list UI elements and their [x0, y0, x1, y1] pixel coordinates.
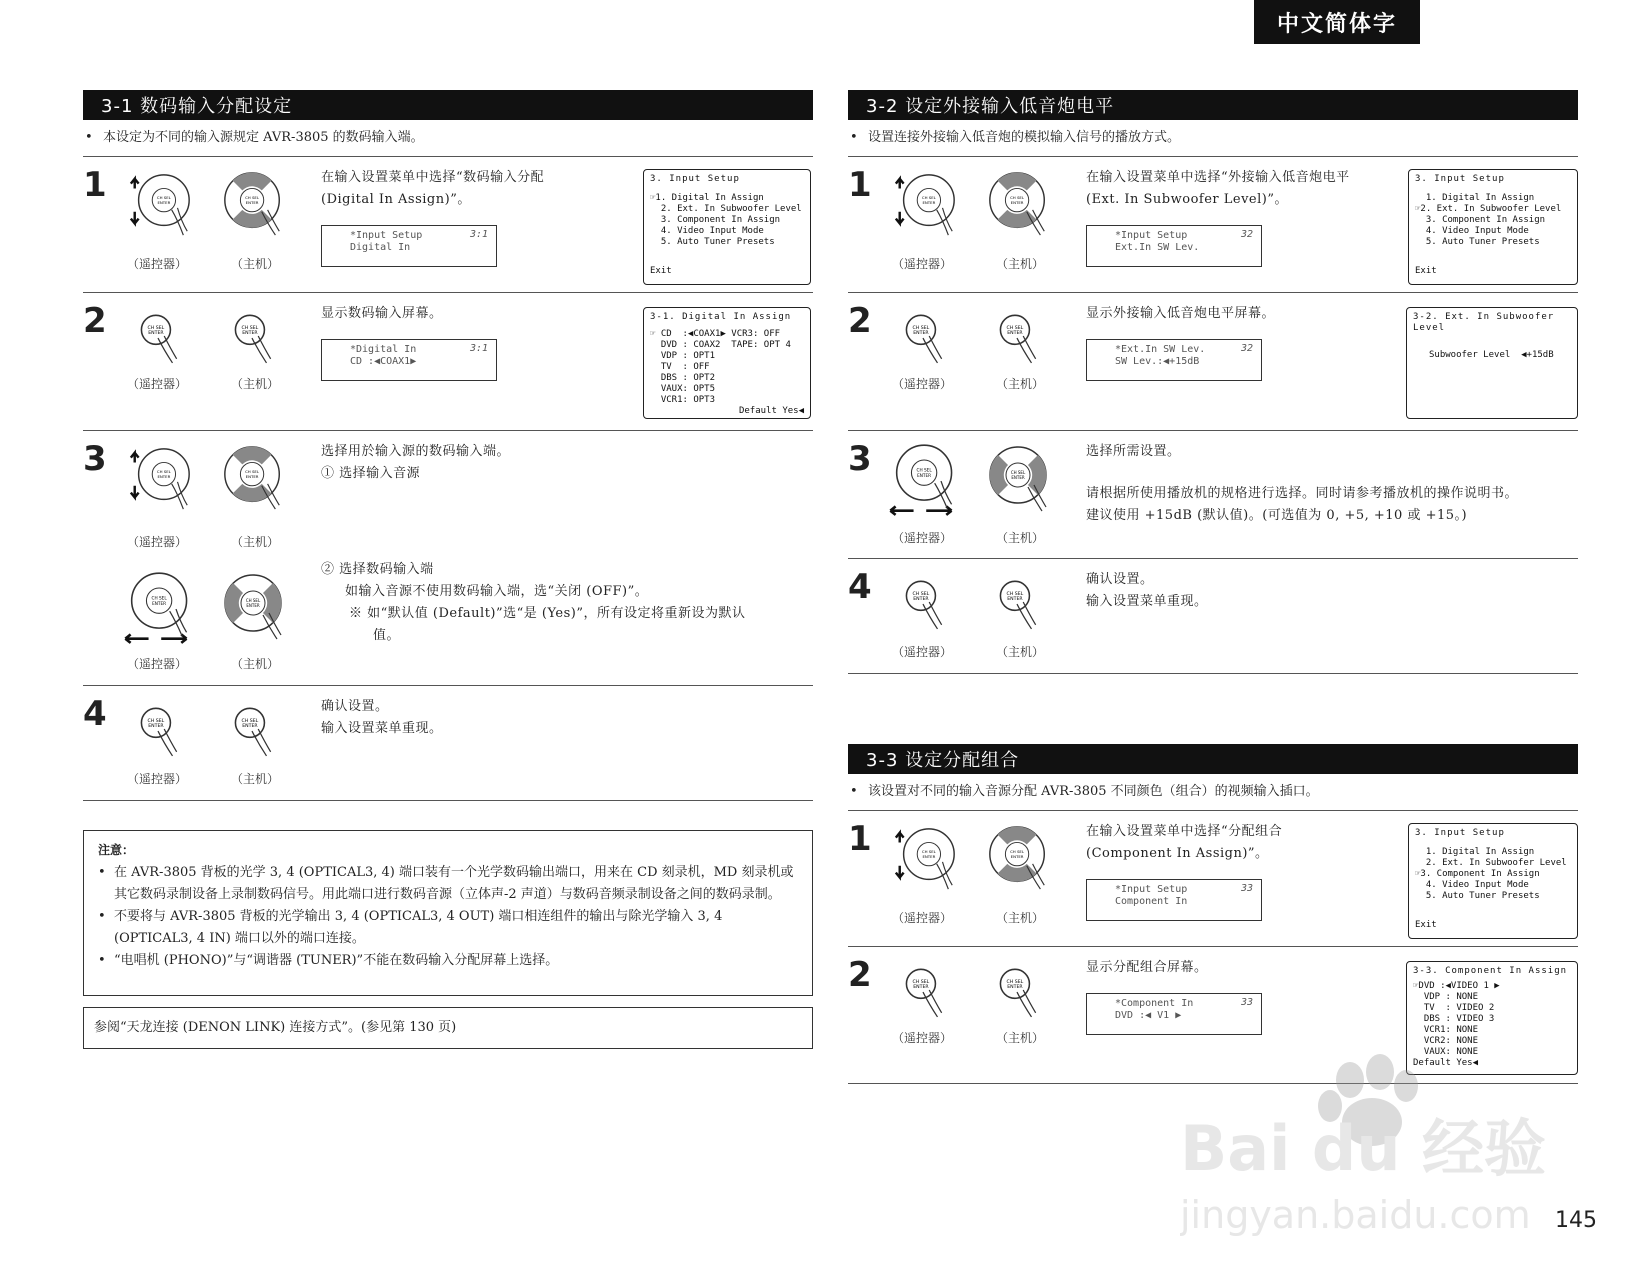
remote-caption: （遥控器） — [892, 377, 953, 391]
step-number: 3 — [83, 439, 107, 479]
main-caption: （主机） — [231, 657, 280, 671]
section-intro: • 本设定为不同的输入源规定 AVR-3805 的数码输入端。 — [83, 128, 813, 148]
step-number: 2 — [848, 301, 872, 341]
remote-leftright-icon — [119, 569, 195, 645]
page-number: 145 — [1555, 1208, 1597, 1233]
remote-enter-icon — [894, 307, 952, 365]
main-unit-leftright-icon — [219, 571, 291, 643]
remote-enter-icon — [129, 307, 187, 365]
main-caption: （主机） — [996, 645, 1045, 659]
main-caption: （主机） — [996, 377, 1045, 391]
osd-input-setup: 3. Input Setup ☞1. Digital In Assign 2. Ext. In Subwoofer Level 3. Component In Assign 4. Video Input Mode 5. Auto Tuner Presets Exit — [643, 169, 811, 285]
front-display: 33 *Component In DVD :◀ V1 ▶ — [1086, 993, 1262, 1035]
step-1 — [83, 156, 813, 292]
step-number: 4 — [83, 694, 107, 734]
main-unit-leftright-icon — [984, 443, 1056, 515]
step-text: 在输入设置菜单中选择“数码输入分配 (Digital In Assign)”。 — [321, 170, 545, 207]
remote-enter-icon — [894, 573, 952, 631]
section-intro: • 设置连接外接输入低音炮的模拟输入信号的播放方式。 — [848, 128, 1578, 148]
main-enter-icon — [988, 573, 1046, 631]
main-caption: （主机） — [996, 531, 1045, 545]
step-text: 显示外接输入低音炮电平屏幕。 — [1086, 306, 1276, 321]
remote-updown-icon — [125, 169, 195, 239]
section-title: 3-3 设定分配组合 — [848, 744, 1578, 774]
caution-item: • 在 AVR-3805 背板的光学 3, 4 (OPTICAL3, 4) 端口装有一个光学数码输出端口，用来在 CD 刻录机，MD 刻录机或其它数码录制设备上录制数码信号。用此端口进行数码音源（立体声-2 声道）与数码音频录制设备之间的数码录制。 — [98, 862, 798, 906]
remote-caption: （遥控器） — [892, 645, 953, 659]
main-enter-icon — [988, 307, 1046, 365]
step-3 — [848, 430, 1578, 558]
section-title: 3-2 设定外接输入低音炮电平 — [848, 90, 1578, 120]
main-unit-updown-icon — [984, 823, 1054, 893]
main-unit-updown-icon — [984, 169, 1054, 239]
step-number: 2 — [848, 955, 872, 995]
step-1 — [848, 156, 1578, 292]
caution-item: • 不要将与 AVR-3805 背板的光学输出 3, 4 (OPTICAL3, 4 OUT) 端口相连组件的输出与除光学输入 3, 4 (OPTICAL3, 4 IN) 端口以外的端口连接。 — [98, 906, 798, 950]
step-4 — [83, 685, 813, 801]
remote-caption: （遥控器） — [892, 911, 953, 925]
step-text: 显示数码输入屏幕。 — [321, 306, 443, 321]
step-number: 1 — [848, 819, 872, 859]
step-4 — [848, 558, 1578, 674]
remote-caption: （遥控器） — [127, 535, 188, 549]
section-3-2 — [848, 90, 1578, 674]
remote-updown-icon — [125, 443, 195, 513]
main-caption: （主机） — [231, 535, 280, 549]
front-display: 3:1 *Digital In CD :◀COAX1▶ — [321, 339, 497, 381]
front-display: 3:1 *Input Setup Digital In — [321, 225, 497, 267]
main-enter-icon — [223, 700, 281, 758]
front-display: 32 *Input Setup Ext.In SW Lev. — [1086, 225, 1262, 267]
remote-leftright-icon — [884, 441, 960, 517]
remote-caption: （遥控器） — [892, 1031, 953, 1045]
osd-component-in-assign: 3-3. Component In Assign ☞DVD :◀VIDEO 1 ▶ VDP : NONE TV : VIDEO 2 DBS : VIDEO 3 VCR1: NONE VCR2: NONE VAUX: NONE Default Yes◀ — [1406, 961, 1578, 1075]
caution-item: • “电唱机 (PHONO)”与“调谐器 (TUNER)”不能在数码输入分配屏幕上选择。 — [98, 950, 798, 972]
step-number: 4 — [848, 567, 872, 607]
main-caption: （主机） — [231, 772, 280, 786]
remote-enter-icon — [894, 961, 952, 1019]
caution-box — [83, 830, 813, 996]
main-caption: （主机） — [996, 911, 1045, 925]
step-number: 2 — [83, 301, 107, 341]
step-text: 确认设置。 输入设置菜单重现。 — [1086, 572, 1208, 609]
front-display: 33 *Input Setup Component In — [1086, 879, 1262, 921]
step-text: 显示分配组合屏幕。 — [1086, 960, 1208, 975]
main-unit-updown-icon — [219, 443, 289, 513]
osd-digital-in-assign: 3-1. Digital In Assign ☞ CD :◀COAX1▶ VCR3: OFF DVD : COAX2 TAPE: OPT 4 VDP : OPT1 TV : OFF DBS : OPT2 VAUX: OPT5 VCR1: OPT3 Default Yes◀ — [643, 307, 811, 419]
remote-enter-icon — [129, 700, 187, 758]
step-2 — [848, 292, 1578, 430]
section-intro: • 该设置对不同的输入音源分配 AVR-3805 不同颜色（组合）的视频输入插口。 — [848, 782, 1578, 802]
step-text: 确认设置。 输入设置菜单重现。 — [321, 699, 443, 736]
caution-heading: 注意： — [98, 843, 135, 857]
reference-box: 参阅“天龙连接 (DENON LINK) 连接方式”。(参见第 130 页) — [83, 1007, 813, 1049]
step-substep: ② 选择数码输入端 如输入音源不使用数码输入端，选“关闭 (OFF)”。 ※ 如“默认值 (Default)”选“是 (Yes)”，所有设定将重新设为默认 值。 — [321, 562, 746, 643]
svg-text:jingyan.baidu.com: jingyan.baidu.com — [1180, 1193, 1531, 1237]
remote-caption: （遥控器） — [127, 257, 188, 271]
remote-updown-icon — [890, 169, 960, 239]
section-title: 3-1 数码输入分配设定 — [83, 90, 813, 120]
step-3 — [83, 430, 813, 685]
remote-caption: （遥控器） — [892, 531, 953, 545]
step-number: 3 — [848, 439, 872, 479]
step-text: 在输入设置菜单中选择“外接输入低音炮电平 (Ext. In Subwoofer Level)”。 — [1086, 170, 1350, 207]
remote-caption: （遥控器） — [127, 377, 188, 391]
step-2 — [848, 946, 1578, 1084]
main-caption: （主机） — [231, 257, 280, 271]
section-3-3 — [848, 744, 1578, 1084]
main-caption: （主机） — [996, 1031, 1045, 1045]
main-enter-icon — [223, 307, 281, 365]
step-2 — [83, 292, 813, 430]
main-caption: （主机） — [996, 257, 1045, 271]
remote-caption: （遥控器） — [892, 257, 953, 271]
osd-input-setup: 3. Input Setup 1. Digital In Assign ☞2. Ext. In Subwoofer Level 3. Component In Assign 4. Video Input Mode 5. Auto Tuner Presets Exit — [1408, 169, 1578, 285]
remote-caption: （遥控器） — [127, 772, 188, 786]
remote-caption: （遥控器） — [127, 657, 188, 671]
step-number: 1 — [83, 165, 107, 205]
main-caption: （主机） — [231, 377, 280, 391]
step-text: 选择用於输入源的数码输入端。 ① 选择输入音源 — [321, 444, 511, 481]
step-text: 选择所需设置。 请根据所使用播放机的规格进行选择。同时请参考播放机的操作说明书。 建议使用 +15dB (默认值)。(可选值为 0, +5, +10 或 +15。) — [1086, 444, 1519, 523]
section-3-1 — [83, 90, 813, 1035]
main-unit-updown-icon — [219, 169, 289, 239]
remote-updown-icon — [890, 823, 960, 893]
step-1 — [848, 810, 1578, 946]
svg-text:Bai du 经验: Bai du 经验 — [1180, 1112, 1547, 1185]
main-enter-icon — [988, 961, 1046, 1019]
osd-subwoofer-level: 3-2. Ext. In Subwoofer Level Subwoofer Level ◀+15dB — [1406, 307, 1578, 419]
front-display: 32 *Ext.In SW Lev. SW Lev.:◀+15dB — [1086, 339, 1262, 381]
step-text: 在输入设置菜单中选择“分配组合 (Component In Assign)”。 — [1086, 824, 1283, 861]
osd-input-setup: 3. Input Setup 1. Digital In Assign 2. Ext. In Subwoofer Level ☞3. Component In Assign 4. Video Input Mode 5. Auto Tuner Presets Exit — [1408, 823, 1578, 939]
language-tab: 中文简体字 — [1254, 0, 1420, 44]
step-number: 1 — [848, 165, 872, 205]
